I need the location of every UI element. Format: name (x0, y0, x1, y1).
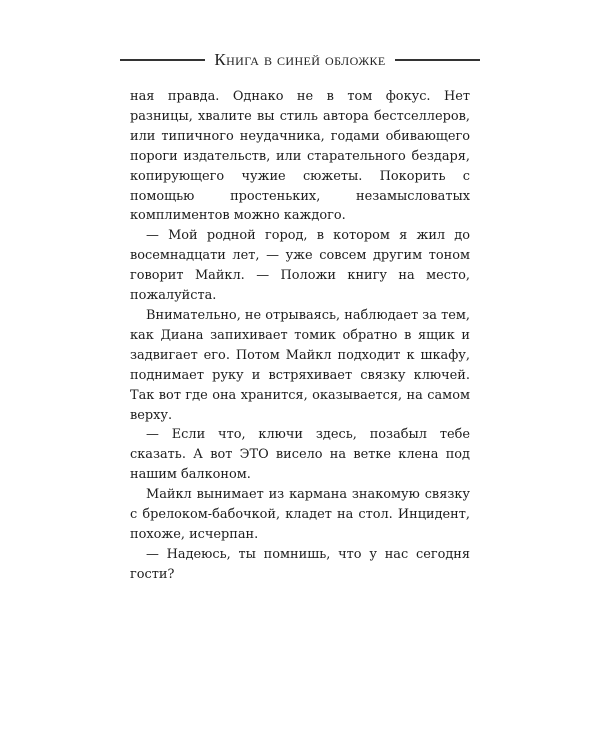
header-rule-left (120, 59, 205, 61)
paragraph-keys-shelf: Внимательно, не отрываясь, наблюдает за тем, как Диана запихивает томик обратно в ящик и задвигает его. Потом Майкл подходит к шкафу, поднимает руку и встряхивает связку ключей. Так вот где она хранится, оказывается, на самом верху. (130, 307, 470, 423)
page-text (130, 87, 470, 585)
header-rule-right (395, 59, 480, 61)
paragraph-butterfly-keychain: Майкл вынимает из кармана знакомую связку с брелоком-бабочкой, кладет на стол. Инцидент, похоже, исчерпан. (130, 487, 470, 542)
paragraph-dialogue-guests: — Надеюсь, ты помнишь, что у нас сегодня гости? (130, 546, 470, 582)
running-header (120, 48, 480, 72)
paragraph-dialogue-keys: — Если что, ключи здесь, позабыл тебе сказать. А вот ЭТО висело на ветке клена под нашим балконом. (130, 427, 470, 483)
paragraph-dialogue-hometown: — Мой родной город, в котором я жил до восемнадцати лет, — уже совсем другим тоном говорит Майкл. — Положи книгу на место, пожалуйста. (130, 228, 470, 304)
paragraph-continuation: ная правда. Однако не в том фокус. Нет разницы, хвалите вы стиль автора бестселлеров, или типичного неудачника, годами обивающего пороги издательств, или старательного бездаря, копирующего чужие сюжеты. Покорить с помощью простеньких, незамысловатых комплиментов можно каждого. (130, 89, 470, 224)
book-title: Книга в синей обложке (214, 50, 386, 69)
